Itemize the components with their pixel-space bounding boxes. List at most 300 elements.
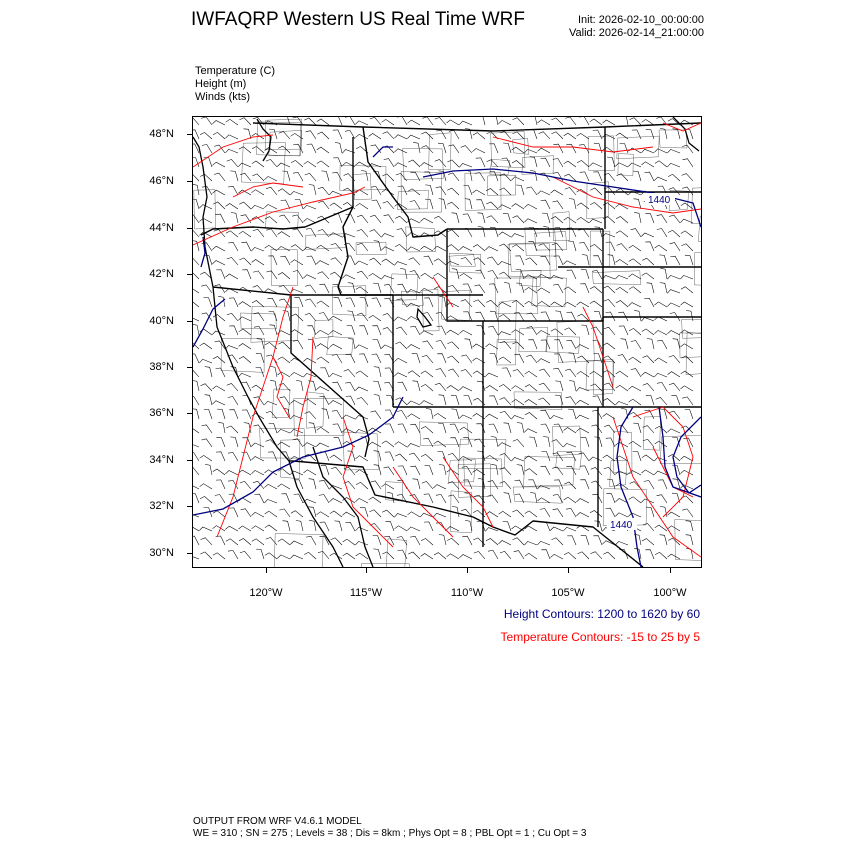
wind-barb <box>278 469 290 475</box>
wind-barb <box>486 539 498 546</box>
wind-barb <box>580 284 589 293</box>
wind-barb <box>369 273 381 279</box>
wind-barb <box>629 497 641 503</box>
wind-barb <box>253 425 264 433</box>
lon-label: 100°W <box>653 587 687 599</box>
wind-barb <box>511 416 524 420</box>
wind-barb <box>645 214 654 223</box>
wind-barb <box>360 298 368 308</box>
county-boundary <box>257 122 301 156</box>
wind-barb <box>524 541 537 545</box>
wind-barb <box>396 327 407 335</box>
temperature-contour-legend: Temperature Contours: -15 to 25 by 5 <box>500 630 700 644</box>
wind-barb <box>448 285 459 293</box>
wind-barb <box>397 229 407 237</box>
wind-barb <box>538 398 550 405</box>
wind-barb <box>540 466 550 475</box>
wind-barb <box>281 494 290 503</box>
wind-barb <box>448 145 459 153</box>
wind-barb <box>566 144 576 153</box>
lon-label: 110°W <box>450 587 484 599</box>
wind-barb <box>590 301 602 307</box>
wind-barb <box>565 117 576 125</box>
wind-barb <box>253 271 264 279</box>
wind-barb <box>616 259 628 265</box>
wind-barb <box>513 132 525 139</box>
lat-tick <box>187 321 192 322</box>
lat-tick <box>187 460 192 461</box>
wind-barb <box>395 244 407 251</box>
wind-barb <box>513 118 525 125</box>
wind-barb <box>395 526 408 531</box>
wind-barb <box>589 163 602 167</box>
wind-barb <box>397 117 407 125</box>
wind-barb <box>628 303 641 307</box>
wind-barb <box>226 539 238 545</box>
wind-barb <box>385 452 394 461</box>
wind-barb <box>511 234 524 238</box>
wind-barb <box>374 465 381 475</box>
wind-barb <box>205 367 212 377</box>
wind-barb <box>476 200 485 209</box>
wind-barb <box>462 466 472 475</box>
wind-barb <box>461 146 472 153</box>
wind-barb <box>564 133 576 139</box>
wind-barb <box>540 509 550 518</box>
wind-barb <box>424 256 433 265</box>
wind-barb <box>318 272 330 279</box>
wind-barb <box>450 424 459 433</box>
wind-barb <box>278 342 290 349</box>
wind-barb <box>278 372 291 377</box>
lon-label: 120°W <box>249 587 283 599</box>
wind-barb <box>355 541 368 545</box>
wind-barb <box>580 480 589 489</box>
wind-barb <box>309 185 316 196</box>
wind-barb <box>447 386 459 392</box>
wind-barb <box>333 158 342 167</box>
wind-barb <box>309 520 316 531</box>
wind-barb <box>320 368 329 377</box>
wind-barb <box>200 132 212 139</box>
wind-barb <box>525 511 537 517</box>
wind-barb <box>226 274 239 279</box>
county-boundary <box>553 212 570 241</box>
wind-barb <box>603 343 615 349</box>
wind-barb <box>370 145 381 153</box>
wind-barb <box>577 217 589 223</box>
wind-barb <box>382 510 394 517</box>
wind-barb <box>193 556 199 560</box>
wind-barb <box>530 157 537 167</box>
wind-barb <box>228 186 238 195</box>
wind-barb <box>357 271 368 279</box>
wind-barb <box>577 302 590 307</box>
wind-barb <box>464 186 473 195</box>
wind-barb <box>633 423 641 433</box>
wind-barb <box>256 549 264 559</box>
wind-barb <box>421 454 433 461</box>
wind-barb <box>279 132 290 140</box>
wind-barb <box>491 464 498 475</box>
wind-barb <box>305 173 316 181</box>
wind-barb <box>633 451 641 461</box>
valid-time: Valid: 2026-02-14_21:00:00 <box>569 27 704 39</box>
wind-barb <box>383 201 394 209</box>
wind-barb <box>439 464 446 475</box>
wind-barb <box>330 455 342 461</box>
wind-barb <box>566 340 576 349</box>
wind-barb <box>577 203 589 209</box>
wind-barb <box>591 468 602 476</box>
wind-barb <box>204 298 213 307</box>
wind-barb <box>412 353 420 363</box>
wind-barb <box>564 552 576 559</box>
county-boundary <box>659 130 687 148</box>
wind-barb <box>486 300 498 307</box>
wind-barb <box>448 369 459 377</box>
county-boundary <box>557 321 595 363</box>
county-boundary <box>586 360 614 390</box>
wind-barb <box>642 273 654 279</box>
wind-barb <box>290 191 303 195</box>
wind-barb <box>516 185 524 195</box>
wind-barb <box>251 512 264 517</box>
wind-barb <box>618 355 628 363</box>
wind-barb <box>421 538 433 545</box>
wind-barb <box>266 537 277 545</box>
wind-barb <box>309 479 316 489</box>
wind-barb <box>488 271 498 280</box>
lat-label: 38°N <box>149 361 174 373</box>
wind-barb <box>331 243 342 251</box>
wind-barb <box>634 310 641 321</box>
wind-barb <box>514 551 524 559</box>
wind-barb <box>270 325 278 335</box>
wind-barb <box>500 398 511 405</box>
wind-barb <box>278 484 291 489</box>
wind-barb <box>407 135 420 139</box>
wind-barb <box>193 427 199 433</box>
wind-barb <box>515 480 525 489</box>
wind-barb <box>681 287 693 293</box>
wind-barb <box>512 510 524 517</box>
county-boundary <box>524 457 575 487</box>
wind-barb <box>202 243 213 251</box>
wind-barb <box>525 258 537 265</box>
wind-barb <box>621 339 628 349</box>
wind-barb <box>567 312 577 321</box>
wind-barb <box>348 283 355 293</box>
wind-barb <box>489 284 498 293</box>
wind-barb <box>631 229 641 237</box>
wind-barb <box>682 397 693 405</box>
wind-barb <box>397 284 407 293</box>
lat-label: 30°N <box>149 547 174 559</box>
wind-barb <box>292 215 303 223</box>
wind-barb <box>555 311 563 321</box>
wind-barb <box>641 149 654 153</box>
wind-barb <box>615 163 628 167</box>
wind-barb <box>447 554 460 559</box>
county-boundary <box>680 333 701 358</box>
wind-barb <box>474 285 485 293</box>
wind-barb <box>355 121 368 125</box>
wind-barb <box>371 186 381 195</box>
wind-barb <box>317 301 329 307</box>
wind-barb <box>408 552 420 559</box>
wind-barb <box>331 467 342 475</box>
wind-barb <box>319 313 329 322</box>
wind-barb <box>193 453 199 462</box>
contour-label: 1440 <box>610 520 633 531</box>
wind-barb <box>227 257 238 265</box>
wind-barb <box>382 259 394 265</box>
wind-barb <box>333 424 342 433</box>
wind-barb <box>537 541 550 545</box>
wind-barb <box>550 415 563 419</box>
temperature-contours <box>193 123 701 557</box>
wind-barb <box>212 401 225 405</box>
wind-barb <box>251 443 264 447</box>
wind-barb <box>420 163 433 168</box>
wind-barb <box>370 411 381 419</box>
wind-barb <box>193 258 199 265</box>
wind-barb <box>681 302 694 307</box>
wind-barb <box>566 508 576 517</box>
wind-barb <box>642 329 654 335</box>
wind-barb <box>517 465 524 475</box>
wind-barb <box>355 498 368 503</box>
county-boundary <box>458 464 491 498</box>
wind-barb <box>193 117 199 125</box>
wind-barb <box>241 242 251 251</box>
wind-barb <box>408 160 420 167</box>
wind-barb <box>308 339 316 349</box>
wind-barb <box>373 340 382 349</box>
wind-barb <box>563 443 576 447</box>
wind-barb <box>629 441 641 447</box>
wind-barb <box>540 256 550 265</box>
wind-barb <box>447 330 460 335</box>
lon-label: 105°W <box>551 587 585 599</box>
wind-barb <box>357 243 368 251</box>
wind-barb <box>537 148 550 153</box>
contour-label: 1440 <box>648 195 671 206</box>
wind-barb <box>448 495 459 503</box>
wind-barb <box>539 383 550 391</box>
wind-barb <box>580 172 589 181</box>
county-boundary <box>487 175 516 195</box>
wind-barb <box>368 442 381 447</box>
wind-barb <box>200 496 212 503</box>
wind-barb <box>642 162 655 167</box>
wind-barb <box>264 204 277 209</box>
wind-barb <box>395 442 407 447</box>
wind-barb <box>460 273 472 279</box>
wind-barb <box>293 172 303 181</box>
wind-barb <box>321 171 329 181</box>
county-boundary <box>694 252 701 286</box>
wind-barb <box>616 385 628 391</box>
wind-barb <box>420 246 433 251</box>
wind-barb <box>667 331 680 336</box>
wind-barb <box>239 329 251 335</box>
wind-barb <box>447 356 459 363</box>
wind-barb <box>423 438 433 447</box>
wind-barb <box>278 273 290 280</box>
wind-barb <box>630 118 642 125</box>
coastline <box>193 117 699 567</box>
wind-barb <box>447 245 459 251</box>
wind-barb <box>241 509 252 517</box>
wind-barb <box>290 555 303 559</box>
wind-barb <box>593 172 602 181</box>
wind-barb <box>668 538 680 545</box>
county-boundary <box>513 138 529 154</box>
wind-barb <box>381 345 394 349</box>
wind-barb <box>398 382 408 391</box>
wind-barb <box>644 298 654 307</box>
wind-barb <box>193 354 199 363</box>
wind-barb <box>384 159 394 167</box>
wind-barb <box>407 345 420 350</box>
wind-barb <box>590 244 602 251</box>
wind-barb <box>553 284 563 293</box>
wind-barb <box>667 290 680 294</box>
wind-barb <box>216 368 225 377</box>
wind-barb <box>615 275 628 279</box>
wind-barb <box>395 454 407 461</box>
wind-barb <box>447 538 459 545</box>
wind-barb <box>525 371 537 377</box>
wind-barb <box>278 357 290 363</box>
wind-barb <box>576 388 589 392</box>
wind-barb <box>459 164 472 168</box>
wind-barb <box>553 201 564 209</box>
wind-barb <box>317 161 329 167</box>
wind-barb <box>498 261 511 265</box>
wind-barb <box>438 143 446 153</box>
wind-barb <box>569 199 576 210</box>
wind-barb <box>252 161 264 167</box>
wind-barb <box>541 312 550 321</box>
wind-barb <box>304 552 316 559</box>
wind-barb <box>490 311 498 321</box>
wind-barb <box>436 522 446 531</box>
wind-barb <box>373 283 381 293</box>
wind-barb <box>268 452 277 461</box>
wind-barb <box>216 452 225 461</box>
wind-barb <box>646 129 654 139</box>
field-label-temperature: Temperature (C) <box>195 65 276 77</box>
wind-barb <box>238 163 251 167</box>
wind-barb <box>252 526 265 531</box>
wind-barb <box>526 187 537 195</box>
wind-barb <box>332 410 342 419</box>
wind-barb <box>568 409 576 419</box>
wind-barb <box>541 424 550 433</box>
wind-barb <box>199 359 212 363</box>
wind-barb <box>277 555 290 559</box>
wind-barb <box>524 219 537 223</box>
wind-barb <box>591 481 602 489</box>
wind-barb <box>212 162 225 167</box>
wind-barb <box>554 354 563 363</box>
wind-barb <box>632 130 641 139</box>
wind-barb <box>564 482 576 489</box>
wind-barb <box>278 232 290 237</box>
lon-label: 115°W <box>349 587 383 599</box>
county-boundary <box>266 212 299 229</box>
wind-barb <box>291 160 303 167</box>
wind-barb <box>226 426 238 433</box>
wind-barb <box>593 256 602 265</box>
wind-barb <box>487 160 498 167</box>
wind-barb <box>576 499 589 504</box>
wind-barb <box>577 160 589 167</box>
wind-barb <box>541 340 550 349</box>
wind-barb <box>317 344 329 349</box>
wind-barb <box>383 132 394 139</box>
wind-barb <box>433 513 446 517</box>
wind-barb <box>590 188 602 195</box>
wind-barb <box>228 550 238 559</box>
wind-barb <box>317 512 330 517</box>
wind-barb <box>229 410 238 419</box>
wind-barb <box>396 173 407 181</box>
wind-barb <box>265 511 277 517</box>
wind-barb <box>201 384 213 391</box>
wind-barb <box>451 409 459 419</box>
wind-barb <box>251 457 264 462</box>
wind-barb <box>554 256 563 265</box>
wind-barb <box>319 495 329 504</box>
wind-barb <box>539 369 550 377</box>
wind-barb <box>244 129 252 139</box>
county-boundary <box>419 422 469 446</box>
wind-barb <box>424 494 433 503</box>
wind-barb <box>239 231 251 237</box>
wind-barb <box>381 276 394 280</box>
wind-barb <box>329 233 342 237</box>
wind-barb <box>329 330 342 335</box>
lat-label: 46°N <box>149 175 174 187</box>
wind-barb <box>201 285 212 293</box>
wind-barb <box>433 485 446 489</box>
wind-barb <box>345 117 355 125</box>
wind-barb <box>602 134 615 139</box>
wind-barb <box>631 369 641 377</box>
wind-barb <box>294 298 303 307</box>
wind-barb <box>435 383 446 391</box>
wind-barb <box>487 257 498 265</box>
wind-barb <box>370 117 381 125</box>
wind-barb <box>554 340 563 349</box>
wind-barb <box>320 452 329 461</box>
wind-barb <box>283 311 290 321</box>
wind-barb <box>424 522 433 531</box>
wind-barb <box>329 344 342 349</box>
wind-barb <box>316 387 329 392</box>
wind-barb <box>266 411 277 419</box>
wind-barb <box>487 216 498 223</box>
wind-barb <box>499 314 511 321</box>
county-boundary <box>682 319 702 338</box>
wind-barb <box>227 159 238 167</box>
wind-barb <box>251 470 264 475</box>
wind-barb <box>682 509 693 517</box>
